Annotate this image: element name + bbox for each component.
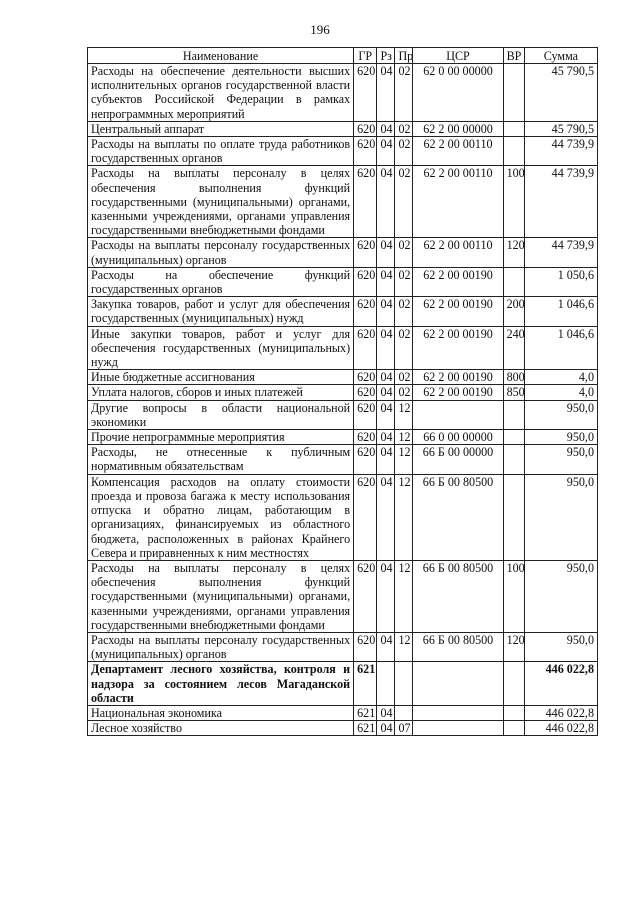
cell-csr: 62 2 00 00190	[413, 326, 503, 370]
cell-rz: 04	[377, 430, 395, 445]
cell-rz: 04	[377, 238, 395, 267]
cell-gr: 621	[354, 721, 377, 736]
cell-csr: 62 2 00 00000	[413, 121, 503, 136]
header-name: Наименование	[88, 48, 354, 64]
table-row	[88, 370, 598, 385]
cell-name: Центральный аппарат	[88, 121, 354, 136]
table-row	[88, 326, 598, 370]
cell-rz: 04	[377, 560, 395, 632]
cell-rz: 04	[377, 267, 395, 296]
cell-sum: 44 739,9	[524, 137, 597, 166]
header-pr: Пр	[395, 48, 413, 64]
cell-rz: 04	[377, 385, 395, 400]
cell-rz: 04	[377, 400, 395, 429]
cell-rz: 04	[377, 64, 395, 122]
cell-vr	[503, 137, 524, 166]
cell-pr: 02	[395, 385, 413, 400]
cell-rz: 04	[377, 632, 395, 661]
cell-name: Расходы на выплаты персоналу в целях обеспечения выполнения функций государственными (муниципальными) органами, казенными учреждениями, органами управления государственными внебюджетными фондами	[88, 560, 354, 632]
cell-name: Закупка товаров, работ и услуг для обеспечения государственных (муниципальных) нужд	[88, 297, 354, 326]
budget-table	[87, 47, 598, 736]
cell-vr	[503, 445, 524, 474]
cell-csr: 62 2 00 00110	[413, 137, 503, 166]
cell-sum: 44 739,9	[524, 238, 597, 267]
cell-gr: 620	[354, 385, 377, 400]
cell-vr	[503, 705, 524, 720]
cell-csr: 66 Б 00 80500	[413, 632, 503, 661]
header-vr: ВР	[503, 48, 524, 64]
cell-pr	[395, 662, 413, 706]
cell-gr: 621	[354, 662, 377, 706]
cell-sum: 950,0	[524, 474, 597, 560]
table-row	[88, 137, 598, 166]
table-row	[88, 297, 598, 326]
cell-name: Национальная экономика	[88, 705, 354, 720]
cell-vr: 120	[503, 238, 524, 267]
cell-gr: 620	[354, 121, 377, 136]
cell-gr: 620	[354, 370, 377, 385]
cell-csr: 66 0 00 00000	[413, 430, 503, 445]
header-rz: Рз	[377, 48, 395, 64]
cell-vr: 120	[503, 632, 524, 661]
cell-vr	[503, 430, 524, 445]
cell-rz: 04	[377, 326, 395, 370]
cell-pr: 02	[395, 64, 413, 122]
cell-name: Расходы на выплаты персоналу в целях обеспечения выполнения функций государственными (муниципальными) органами, казенными учреждениями, органами управления государственными внебюджетными фондами	[88, 166, 354, 238]
table-row	[88, 632, 598, 661]
cell-vr: 800	[503, 370, 524, 385]
cell-vr: 100	[503, 166, 524, 238]
cell-vr	[503, 400, 524, 429]
cell-sum: 44 739,9	[524, 166, 597, 238]
table-row	[88, 445, 598, 474]
cell-gr: 620	[354, 445, 377, 474]
cell-name: Прочие непрограммные мероприятия	[88, 430, 354, 445]
cell-rz: 04	[377, 474, 395, 560]
cell-name: Расходы на выплаты по оплате труда работников государственных органов	[88, 137, 354, 166]
cell-vr: 100	[503, 560, 524, 632]
table-row	[88, 430, 598, 445]
cell-pr: 02	[395, 238, 413, 267]
cell-name: Уплата налогов, сборов и иных платежей	[88, 385, 354, 400]
cell-sum: 45 790,5	[524, 121, 597, 136]
page-number: 196	[310, 22, 330, 37]
cell-sum: 4,0	[524, 385, 597, 400]
cell-csr: 66 Б 00 00000	[413, 445, 503, 474]
header-sum: Сумма	[524, 48, 597, 64]
cell-vr: 200	[503, 297, 524, 326]
table-row	[88, 400, 598, 429]
cell-pr: 02	[395, 121, 413, 136]
cell-rz: 04	[377, 137, 395, 166]
cell-pr: 12	[395, 632, 413, 661]
cell-gr: 620	[354, 166, 377, 238]
table-row	[88, 705, 598, 720]
cell-rz: 04	[377, 297, 395, 326]
cell-gr: 620	[354, 430, 377, 445]
table-header-row	[88, 48, 598, 64]
table-row	[88, 721, 598, 736]
cell-pr: 07	[395, 721, 413, 736]
header-gr: ГР	[354, 48, 377, 64]
cell-pr: 12	[395, 400, 413, 429]
cell-gr: 620	[354, 137, 377, 166]
cell-gr: 620	[354, 64, 377, 122]
cell-csr: 62 0 00 00000	[413, 64, 503, 122]
cell-sum: 950,0	[524, 632, 597, 661]
cell-name: Расходы на обеспечение деятельности высших исполнительных органов государственной власти субъектов Российской Федерации в рамках непрограммных мероприятий	[88, 64, 354, 122]
cell-csr	[413, 662, 503, 706]
cell-pr	[395, 705, 413, 720]
cell-sum: 950,0	[524, 400, 597, 429]
table-row	[88, 385, 598, 400]
cell-csr: 62 2 00 00190	[413, 297, 503, 326]
cell-vr: 240	[503, 326, 524, 370]
cell-name: Департамент лесного хозяйства, контроля и надзора за состоянием лесов Магаданской области	[88, 662, 354, 706]
cell-sum: 950,0	[524, 430, 597, 445]
cell-sum: 1 050,6	[524, 267, 597, 296]
cell-vr: 850	[503, 385, 524, 400]
cell-rz: 04	[377, 166, 395, 238]
cell-vr	[503, 721, 524, 736]
cell-vr	[503, 662, 524, 706]
cell-gr: 621	[354, 705, 377, 720]
cell-gr: 620	[354, 326, 377, 370]
cell-pr: 12	[395, 445, 413, 474]
cell-sum: 1 046,6	[524, 297, 597, 326]
cell-csr	[413, 721, 503, 736]
cell-csr: 62 2 00 00190	[413, 267, 503, 296]
table-row	[88, 560, 598, 632]
table-row	[88, 64, 598, 122]
table-row	[88, 121, 598, 136]
cell-csr: 62 2 00 00190	[413, 385, 503, 400]
cell-gr: 620	[354, 238, 377, 267]
cell-gr: 620	[354, 632, 377, 661]
cell-sum: 45 790,5	[524, 64, 597, 122]
cell-csr: 66 Б 00 80500	[413, 474, 503, 560]
cell-sum: 4,0	[524, 370, 597, 385]
cell-rz: 04	[377, 121, 395, 136]
cell-pr: 02	[395, 267, 413, 296]
cell-pr: 02	[395, 166, 413, 238]
cell-name: Другие вопросы в области национальной экономики	[88, 400, 354, 429]
cell-vr	[503, 474, 524, 560]
cell-gr: 620	[354, 267, 377, 296]
cell-rz: 04	[377, 705, 395, 720]
cell-gr: 620	[354, 560, 377, 632]
cell-name: Лесное хозяйство	[88, 721, 354, 736]
cell-sum: 1 046,6	[524, 326, 597, 370]
table-row	[88, 238, 598, 267]
cell-sum: 950,0	[524, 445, 597, 474]
table-row	[88, 474, 598, 560]
cell-rz	[377, 662, 395, 706]
cell-csr: 62 2 00 00190	[413, 370, 503, 385]
cell-csr: 62 2 00 00110	[413, 238, 503, 267]
cell-name: Расходы на выплаты персоналу государственных (муниципальных) органов	[88, 238, 354, 267]
table-row	[88, 662, 598, 706]
cell-sum: 446 022,8	[524, 721, 597, 736]
cell-csr: 66 Б 00 80500	[413, 560, 503, 632]
cell-csr	[413, 705, 503, 720]
cell-name: Расходы на обеспечение функций государственных органов	[88, 267, 354, 296]
cell-vr	[503, 267, 524, 296]
cell-pr: 12	[395, 430, 413, 445]
cell-csr: 62 2 00 00110	[413, 166, 503, 238]
cell-pr: 02	[395, 326, 413, 370]
cell-pr: 02	[395, 137, 413, 166]
cell-name: Иные закупки товаров, работ и услуг для обеспечения государственных (муниципальных) нужд	[88, 326, 354, 370]
cell-name: Расходы, не отнесенные к публичным нормативным обязательствам	[88, 445, 354, 474]
cell-pr: 02	[395, 297, 413, 326]
table-body	[88, 64, 598, 736]
header-csr: ЦСР	[413, 48, 503, 64]
cell-rz: 04	[377, 445, 395, 474]
cell-name: Иные бюджетные ассигнования	[88, 370, 354, 385]
cell-csr	[413, 400, 503, 429]
cell-pr: 12	[395, 474, 413, 560]
cell-pr: 02	[395, 370, 413, 385]
cell-sum: 950,0	[524, 560, 597, 632]
table-row	[88, 267, 598, 296]
cell-gr: 620	[354, 297, 377, 326]
cell-rz: 04	[377, 721, 395, 736]
cell-gr: 620	[354, 474, 377, 560]
table-row	[88, 166, 598, 238]
cell-name: Компенсация расходов на оплату стоимости проезда и провоза багажа к месту использования отпуска и обратно лицам, работающим в организациях, финансируемых из областного бюджета, расположенных в районах Крайнего Севера и приравненных к ним местностях	[88, 474, 354, 560]
cell-sum: 446 022,8	[524, 662, 597, 706]
cell-vr	[503, 64, 524, 122]
cell-gr: 620	[354, 400, 377, 429]
cell-pr: 12	[395, 560, 413, 632]
cell-vr	[503, 121, 524, 136]
cell-name: Расходы на выплаты персоналу государственных (муниципальных) органов	[88, 632, 354, 661]
cell-sum: 446 022,8	[524, 705, 597, 720]
cell-rz: 04	[377, 370, 395, 385]
